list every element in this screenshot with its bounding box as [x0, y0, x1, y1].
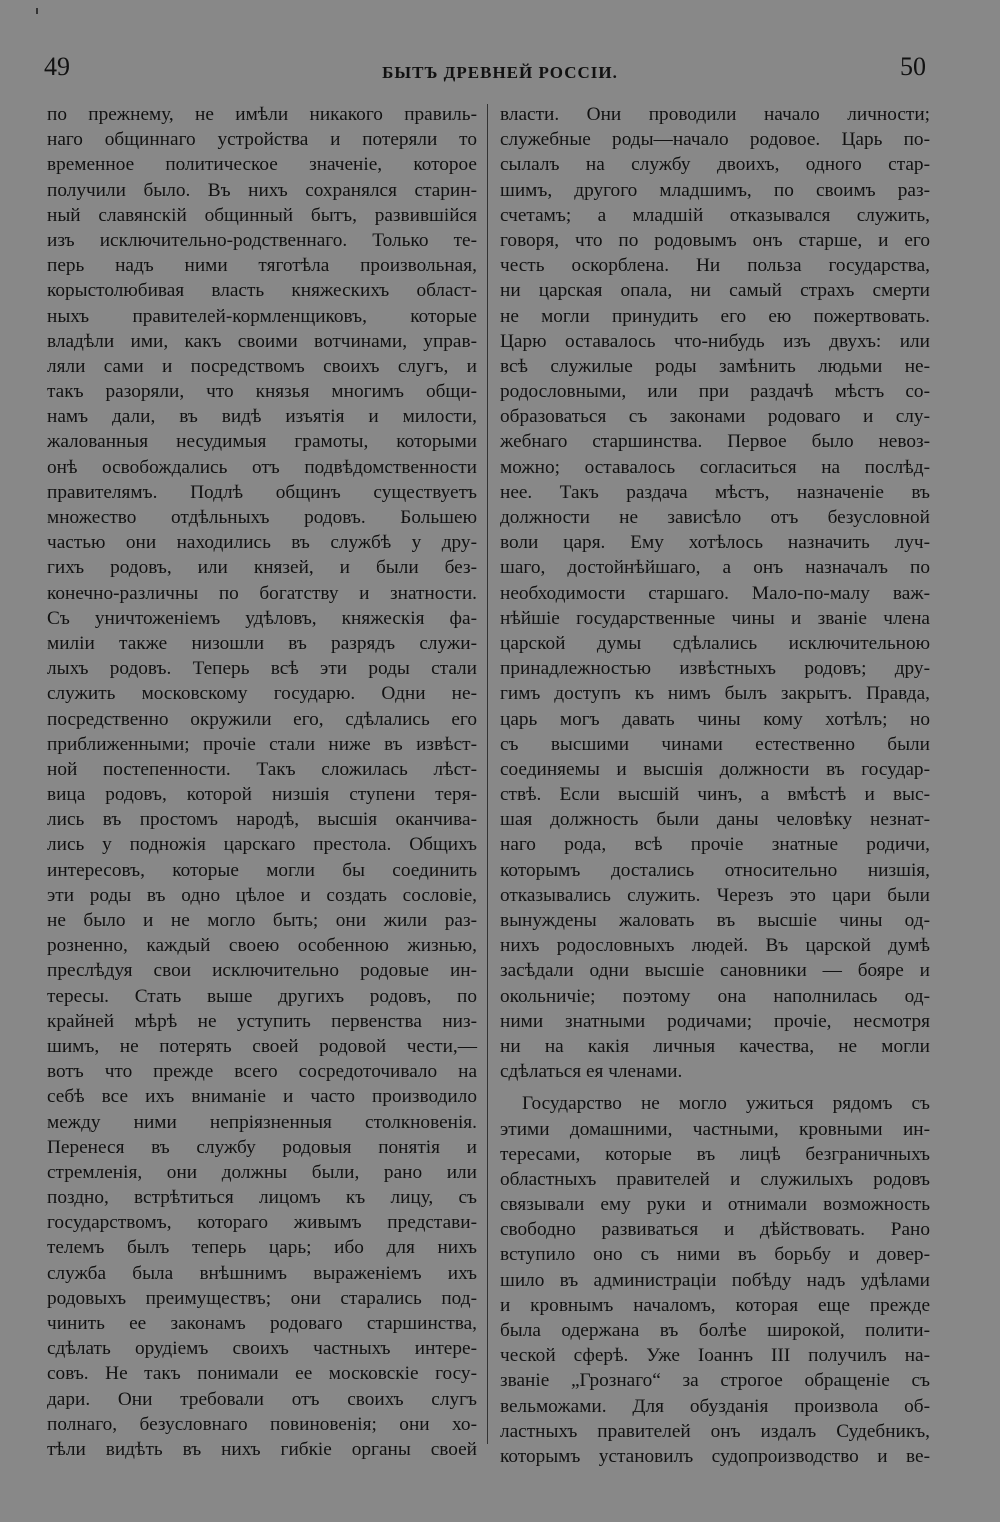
text-line: ляли сами и посредствомъ своихъ слугъ, и [47, 355, 477, 377]
text-line: нее. Такъ раздача мѣстъ, назначенiе въ [500, 481, 930, 503]
text-line: полнаго, безусловнаго повиновенiя; они хо- [47, 1413, 477, 1435]
text-line: интересовъ, которые могли бы соединить [47, 859, 477, 881]
text-line: ческой сферѣ. Уже Iоаннъ III получилъ на- [500, 1345, 930, 1367]
text-line: вельможами. Для обузданiя произвола об- [500, 1395, 930, 1417]
text-line: жалованныя несудимыя грамоты, которыми [47, 431, 477, 453]
text-line: розненно, каждый своею особенною жизнью, [47, 935, 477, 957]
text-line: необходимости старшаго. Мало-по-малу важ- [500, 582, 930, 604]
text-line: свободно развиваться и дѣйствовать. Рано [500, 1219, 930, 1241]
text-line: гимъ доступъ къ нимъ былъ закрытъ. Правда, [500, 683, 930, 705]
text-line: и кровнымъ началомъ, которая еще прежде [500, 1294, 930, 1316]
text-line: соединяемы и высшiя должности въ государ- [500, 758, 930, 780]
text-line: которымъ установилъ судопроизводство и ве- [500, 1445, 930, 1467]
text-line: была одержана въ болѣе широкой, полити- [500, 1320, 930, 1341]
text-line: жебнаго старшинства. Первое было невоз- [500, 431, 930, 453]
text-line: этими домашними, частными, кровными ин- [500, 1118, 930, 1140]
text-line: лыхъ родовъ. Теперь всѣ эти роды стали [47, 658, 477, 680]
text-line: областныхъ правителей и служилыхъ родовъ [500, 1168, 930, 1190]
text-line: служить московскому государю. Одни не- [47, 683, 477, 705]
text-line: Царю оставалось что-нибудь изъ двухъ: или [500, 330, 930, 352]
text-line: онѣ освобождались отъ подвѣдомственности [47, 456, 477, 478]
text-line: телемъ былъ теперь царь; ибо для нихъ [47, 1237, 477, 1259]
text-line: не было и не могло быть; они жили раз- [47, 910, 477, 931]
text-line: ластныхъ правителей онъ издалъ Судебникъ, [500, 1420, 930, 1442]
text-line: нѣйшiе государственные чины и званiе члена [500, 607, 930, 629]
text-line: царской думы сдѣлались исключительною [500, 632, 930, 654]
text-line: перь надъ ними тяготѣла произвольная, [47, 255, 477, 277]
text-line: можно; оставалось согласиться на послѣд- [500, 456, 930, 478]
text-line: честь оскорблена. Ни польза государства, [500, 255, 930, 277]
text-line: засѣдали одни высшiе сановники — бояре и [500, 960, 930, 982]
text-line: намъ дали, въ видѣ изъятiя и милости, [47, 406, 477, 428]
text-line: шимъ, не потерять своей родовой чести,— [47, 1035, 477, 1057]
text-line: отказывались служить. Черезъ это цари были [500, 884, 930, 906]
text-line: преслѣдуя свои исключительно родовые ин- [47, 960, 477, 982]
text-line: совъ. Не такъ понимали ее московскiе госу- [47, 1363, 477, 1385]
text-line: образоваться съ законами родоваго и слу- [500, 406, 930, 428]
paragraph-gap [500, 1084, 930, 1091]
text-line: вотъ что прежде всего сосредоточивало на [47, 1061, 477, 1083]
page-number-right: 50 [900, 52, 926, 81]
text-line: крайней мѣрѣ не уступить первенства низ- [47, 1010, 477, 1032]
text-line: шая должность были даны человѣку незнат- [500, 809, 930, 831]
text-line: тѣли видѣть въ нихъ гибкiе органы своей [47, 1438, 477, 1460]
text-line: государствомъ, котораго живымъ представи- [47, 1212, 477, 1234]
text-line: временное политическое значенiе, которое [47, 154, 477, 176]
text-line: посредственно окружили его, сдѣлались его [47, 708, 477, 730]
left-column [47, 102, 477, 1462]
text-line: эти роды въ одно цѣлое и создать сословiе, [47, 884, 477, 906]
text-line: связывали ему руки и отнимали возможность [500, 1194, 930, 1216]
text-line: получили было. Въ нихъ сохранялся старин- [47, 179, 477, 201]
text-line: не могли принудить его ею пожертвовать. [500, 305, 930, 327]
text-line: ни на какiя личныя качества, не могли [500, 1035, 930, 1057]
text-line: ныхъ правителей-кормленщиковъ, которые [47, 305, 477, 327]
page-number-left: 49 [44, 52, 70, 81]
text-line: лись у подножiя царскаго престола. Общихъ [47, 834, 477, 856]
text-line: чинить ее законамъ родоваго старшинства, [47, 1313, 477, 1334]
text-line: такъ разоряли, что князья многимъ общи- [47, 381, 477, 403]
text-line: окольничiе; поэтому она наполнилась од- [500, 985, 930, 1007]
text-line: поздно, встрѣтиться лицомъ къ лицу, съ [47, 1187, 477, 1209]
text-line: Съ уничтоженiемъ удѣловъ, княжескiя фа- [47, 607, 477, 629]
text-line: правителямъ. Подлѣ общинъ существуетъ [47, 481, 477, 503]
text-line: тересами, которые въ лицѣ безграничныхъ [500, 1143, 930, 1165]
text-line: родословными, или при раздачѣ мѣстъ со- [500, 381, 930, 403]
text-line: по прежнему, не имѣли никакого правиль- [47, 104, 477, 125]
running-title: БЫТЪ ДРЕВНЕЙ РОССIИ. [382, 63, 618, 82]
text-line: частью они находились въ службѣ у дру- [47, 532, 477, 554]
text-line: родовыхъ преимуществъ; они старались под- [47, 1287, 477, 1309]
text-line: сдѣлать орудiемъ своихъ частныхъ интере- [47, 1338, 477, 1360]
text-line: стремленiя, они должны были, рано или [47, 1161, 477, 1183]
text-line: Государство не могло ужиться рядомъ съ [522, 1093, 930, 1115]
text-line: наго рода, всѣ прочiе знатные родичи, [500, 834, 930, 856]
text-line: говоря, что по родовымъ онъ старше, и его [500, 229, 930, 251]
text-line: которымъ достались относительно низшiя, [500, 859, 930, 881]
text-line: царь могъ давать чины кому хотѣлъ; но [500, 708, 930, 730]
text-line: себѣ все ихъ вниманiе и часто производило [47, 1086, 477, 1108]
right-column [500, 102, 930, 1469]
text-line: шимъ, другого младшимъ, по своимъ раз- [500, 179, 930, 201]
text-line: власти. Они проводили начало личности; [500, 104, 930, 125]
text-line: ними знатными родичами; прочiе, несмотря [500, 1010, 930, 1032]
text-line: дари. Они требовали отъ своихъ слугъ [47, 1388, 477, 1410]
text-line: сылалъ на службу двоихъ, одного стар- [500, 154, 930, 176]
text-line: наго общиннаго устройства и потеряли то [47, 129, 477, 151]
text-line: шаго, достойнѣйшаго, а онъ назначалъ по [500, 557, 930, 579]
text-line: воли царя. Ему хотѣлось назначить луч- [500, 532, 930, 554]
text-line: ствѣ. Если высшiй чинъ, а вмѣстѣ и выс- [500, 784, 930, 806]
text-line: множество отдѣльныхъ родовъ. Большею [47, 507, 477, 528]
text-line: вынуждены жаловать въ высшiе чины од- [500, 910, 930, 931]
text-line: служебные роды—начало родовое. Царь по- [500, 129, 930, 151]
text-line: ни царская опала, ни самый страхъ смерти [500, 280, 930, 302]
text-line: сдѣлаться ея членами. [500, 1061, 683, 1083]
text-line: ный славянскiй общинный бытъ, развившiйся [47, 204, 477, 226]
text-line: званiе „Грознаго“ за строгое обращенiе съ [500, 1370, 930, 1392]
scan-mark [36, 8, 38, 14]
text-line: лись въ простомъ народѣ, высшiя оканчива- [47, 809, 477, 831]
text-line: Перенеся въ службу родовыя понятiя и [47, 1136, 477, 1158]
text-line: должности не зависѣло отъ безусловной [500, 507, 930, 528]
text-line: вступило оно съ ними въ борьбу и довер- [500, 1244, 930, 1266]
text-line: корыстолюбивая власть княжескихъ област- [47, 280, 477, 302]
text-line: милiи также низошли въ разрядъ служи- [47, 632, 477, 654]
text-line: тересы. Стать выше другихъ родовъ, по [47, 985, 477, 1007]
text-line: нихъ родословныхъ людей. Въ царской думѣ [500, 935, 930, 957]
text-line: между ними непрiязненныя столкновенiя. [47, 1111, 477, 1133]
text-line: принадлежностью извѣстныхъ родовъ; дру- [500, 658, 930, 680]
text-line: приближенными; прочiе стали ниже въ извѣст- [47, 733, 477, 755]
text-line: счетамъ; а младшiй отказывался служить, [500, 204, 930, 226]
text-line: съ высшими чинами естественно были [500, 733, 930, 755]
text-line: шило въ администрацiи побѣду надъ удѣлами [500, 1269, 930, 1291]
text-line: владѣли ими, какъ своими вотчинами, управ- [47, 330, 477, 352]
text-line: всѣ служилые роды замѣнить людьми не- [500, 355, 930, 377]
text-line: конечно-различны по богатству и знатности. [47, 582, 477, 604]
text-line: служба была внѣшнимъ выраженiемъ ихъ [47, 1262, 477, 1284]
column-separator [487, 104, 488, 1444]
text-line: изъ исключительно-родственнаго. Только те- [47, 229, 477, 251]
text-line: ной постепенности. Такъ сложилась лѣст- [47, 758, 477, 780]
text-line: гихъ родовъ, или князей, и были без- [47, 557, 477, 579]
text-line: вица родовъ, которой низшiя ступени теря- [47, 784, 477, 806]
